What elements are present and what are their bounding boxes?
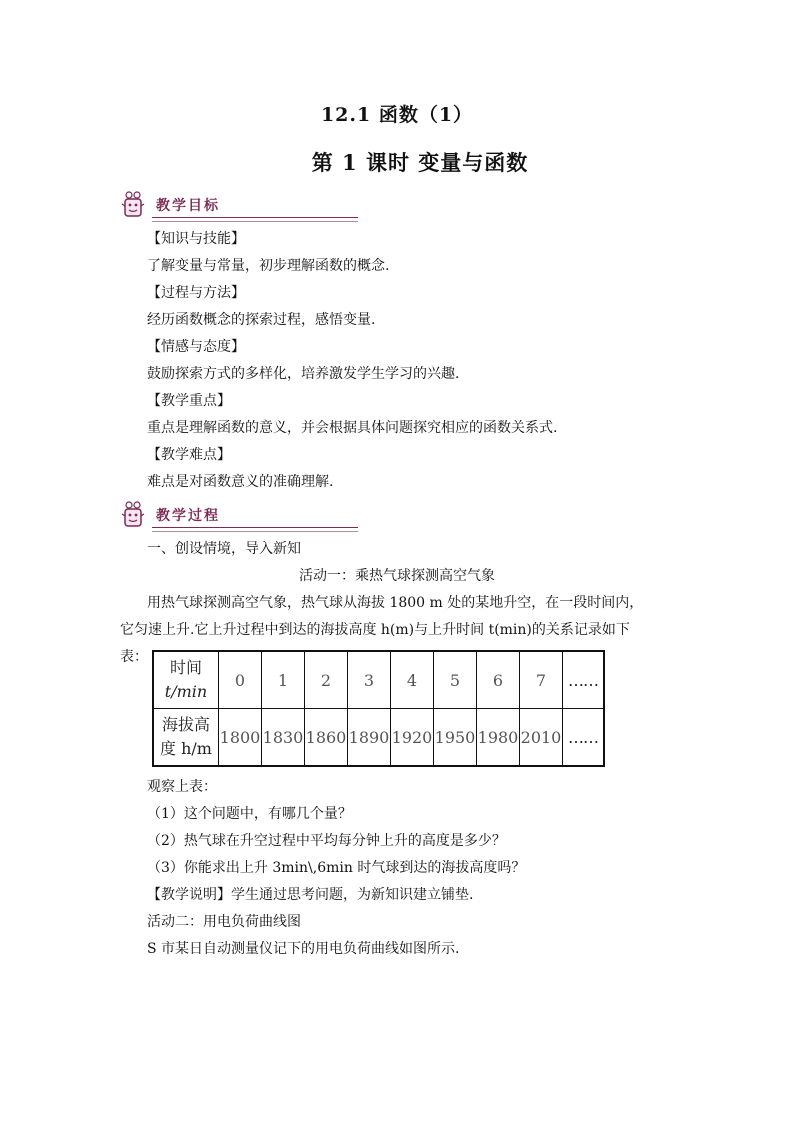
- objective-knowledge-label: 【知识与技能】: [147, 231, 245, 247]
- objective-process-label: 【过程与方法】: [147, 285, 245, 301]
- table-cell: 1860: [305, 709, 348, 767]
- page-title: 12.1 函数（1）: [320, 104, 474, 126]
- table-cell: 7: [520, 651, 563, 709]
- section-heading-process: [118, 500, 248, 530]
- activity-2-text: S 市某日自动测量仪记下的用电负荷曲线如图所示.: [147, 941, 460, 957]
- table-row: [153, 651, 604, 709]
- row-header-line2: t/min: [164, 682, 208, 701]
- objective-process-text: 经历函数概念的探索过程，感悟变量.: [147, 312, 376, 328]
- table-cell: 3: [348, 651, 391, 709]
- table-cell: 1830: [262, 709, 305, 767]
- table-cell: 1950: [434, 709, 477, 767]
- table-cell-ellipsis: ……: [563, 651, 605, 709]
- question-3: （3）你能求出上升 3min\,6min 时气球到达的海拔高度吗？: [147, 860, 526, 876]
- row-header-line2: 度 h/m: [160, 739, 212, 758]
- table-cell: 5: [434, 651, 477, 709]
- table-row-header-time: [153, 651, 219, 709]
- row-header-line1: 海拔高: [161, 715, 210, 734]
- table-cell: 1: [262, 651, 305, 709]
- table-cell: 1890: [348, 709, 391, 767]
- cartoon-badge-icon: [118, 190, 148, 220]
- table-cell: 2: [305, 651, 348, 709]
- activity-1-text: 用热气球探测高空气象，热气球从海拔 1800 m 处的某地升空，在一段时间内，它匀速上升.它上升过程中到达的海拔高度 h(m)与上升时间 t(min)的关系记录如下表：: [120, 595, 644, 665]
- table-cell: 2010: [520, 709, 563, 767]
- key-point-text: 重点是理解函数的意义，并会根据具体问题探究相应的函数关系式.: [147, 420, 558, 436]
- activity-2-title: 活动二：用电负荷曲线图: [147, 914, 301, 930]
- section-title: 教学目标: [156, 198, 220, 214]
- page-subtitle: 第 1 课时 变量与函数: [311, 150, 529, 175]
- activity-1-title: 活动一：乘热气球探测高空气象: [299, 568, 495, 584]
- difficulty-label: 【教学难点】: [147, 447, 231, 463]
- cartoon-badge-icon: [118, 500, 148, 530]
- section-title: 教学过程: [156, 508, 220, 524]
- table-cell: 0: [219, 651, 262, 709]
- table-row: [153, 709, 604, 767]
- objective-knowledge-text: 了解变量与常量，初步理解函数的概念.: [147, 258, 390, 274]
- section-underline-thin: [152, 221, 358, 222]
- section-heading-objectives: [118, 190, 248, 220]
- question-2: （2）热气球在升空过程中平均每分钟上升的高度是多少？: [147, 833, 506, 849]
- teaching-note: 【教学说明】学生通过思考问题，为新知识建立铺垫.: [147, 887, 474, 903]
- section-underline: [152, 527, 358, 528]
- question-1: （1）这个问题中，有哪几个量？: [147, 806, 352, 822]
- altitude-table: [152, 650, 605, 767]
- section-underline-thin: [152, 531, 358, 532]
- objective-attitude-text: 鼓励探索方式的多样化，培养激发学生学习的兴趣.: [147, 366, 460, 382]
- row-header-line1: 时间: [169, 658, 202, 677]
- table-cell: 4: [391, 651, 434, 709]
- table-row-header-altitude: [153, 709, 219, 767]
- table-cell-ellipsis: ……: [563, 709, 605, 767]
- step-1-heading: 一、创设情境，导入新知: [147, 541, 301, 557]
- difficulty-text: 难点是对函数意义的准确理解.: [147, 474, 334, 490]
- key-point-label: 【教学重点】: [147, 393, 231, 409]
- objective-attitude-label: 【情感与态度】: [147, 339, 245, 355]
- section-underline: [152, 217, 358, 218]
- observe-label: 观察上表：: [147, 779, 217, 795]
- table-cell: 6: [477, 651, 520, 709]
- table-cell: 1980: [477, 709, 520, 767]
- table-cell: 1800: [219, 709, 262, 767]
- table-cell: 1920: [391, 709, 434, 767]
